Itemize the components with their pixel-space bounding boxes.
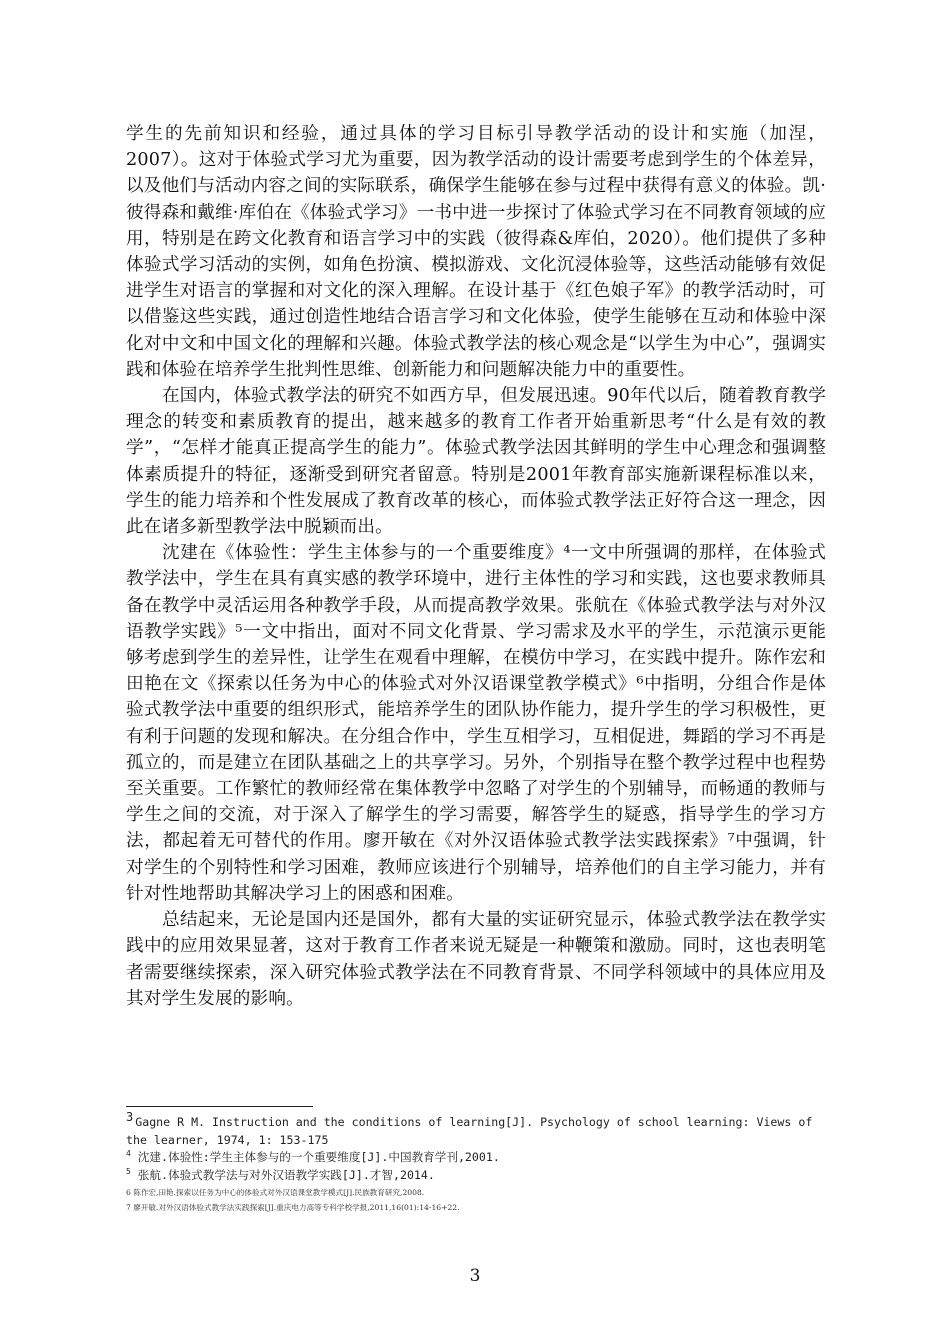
footnote-3-number: 3 — [126, 1110, 134, 1125]
footnote-4-text: 沈建.体验性:学生主体参与的一个重要维度[J].中国教育学刊,2001. — [130, 1150, 500, 1164]
paragraph-3: 沈建在《体验性：学生主体参与的一个重要维度》⁴一文中所强调的那样，在体验式教学法中，学生在具有真实感的教学环境中，进行主体性的学习和实践，这也要求教师具备在教学中灵活运用各种教学手段，从而提高教学效果。张航在《体验式教学法与对外汉语教学实践》⁵一文中指出，面对不同文化背景、学习需求及水平的学生，示范演示更能够考虑到学生的差异性，让学生在观看中理解，在模仿中学习，在实践中提升。陈作宏和田艳在文《探索以任务为中心的体验式对外汉语课堂教学模式》⁶中指明，分组合作是体验式教学法中重要的组织形式，能培养学生的团队协作能力，提升学生的学习积极性，更有利于问题的发现和解决。在分组合作中，学生互相学习，互相促进，舞蹈的学习不再是孤立的，而是建立在团队基础之上的共享学习。另外，个别指导在整个教学过程中也程势至关重要。工作繁忙的教师经常在集体教学中忽略了对学生的个别辅导，而畅通的教师与学生之间的交流，对于深入了解学生的学习需要，解答学生的疑惑，指导学生的学习方法，都起着无可替代的作用。廖开敏在《对外汉语体验式教学法实践探索》⁷中强调，针对学生的个别特性和学习困难，教师应该进行个别辅导，培养他们的自主学习能力，并有针对性地帮助其解决学习上的困惑和困难。 — [126, 543, 826, 904]
footnote-6: 6 陈作宏,田艳.探索以任务为中心的体验式对外汉语课堂教学模式[J].民族教育研究,2008. — [126, 1188, 425, 1197]
paragraph-1: 学生的先前知识和经验，通过具体的学习目标引导教学活动的设计和实施（加涅，2007）。这对于体验式学习尤为重要，因为教学活动的设计需要考虑到学生的个体差异，以及他们与活动内容之间的实际联系，确保学生能够在参与过程中获得有意义的体验。凯·彼得森和戴维·库伯在《体验式学习》一书中进一步探讨了体验式学习在不同教育领域的应用，特别是在跨文化教育和语言学习中的实践（彼得森&库伯，2020）。他们提供了多种体验式学习活动的实例，如角色扮演、模拟游戏、文化沉浸体验等，这些活动能够有效促进学生对语言的掌握和对文化的深入理解。在设计基于《红色娘子军》的教学活动时，可以借鉴这些实践，通过创造性地结合语言学习和文化体验，使学生能够在互动和体验中深化对中文和中国文化的理解和兴趣。体验式教学法的核心观念是“以学生为中心”，强调实践和体验在培养学生批判性思维、创新能力和问题解决能力中的重要性。 — [126, 124, 826, 380]
footnotes — [126, 1110, 826, 1214]
footnote-3-text: Gagne R M. Instruction and the conditions of learning[J]. Psychology of school learning: Views of the learner, 1974, 1: 153-175 — [126, 1115, 813, 1147]
footnote-5-text: 张航.体验式教学法与对外汉语教学实践[J].才智,2014. — [130, 1167, 435, 1182]
footnote-4 — [126, 1149, 826, 1167]
page-number: 3 — [469, 1266, 481, 1286]
footnote-5-number: 5 — [126, 1166, 131, 1176]
footnote-7: 7 廖开敏.对外汉语体验式教学法实践探索[J].重庆电力高等专科学校学报,2011,16(01):14-16+22. — [126, 1203, 460, 1212]
paragraph-4: 总结起来，无论是国内还是国外，都有大量的实证研究显示，体验式教学法在教学实践中的应用效果显著，这对于教育工作者来说无疑是一种鞭策和激励。同时，这也表明笔者需要继续探索，深入研究体验式教学法在不同教育背景、不同学科领域中的具体应用及其对学生发展的影响。 — [126, 910, 826, 1009]
body-text — [126, 121, 826, 1012]
footnote-separator — [126, 1106, 313, 1107]
footnote-5 — [126, 1167, 826, 1185]
paragraph-2: 在国内，体验式教学法的研究不如西方早，但发展迅速。90年代以后，随着教育教学理念的转变和素质教育的提出，越来越多的教育工作者开始重新思考“什么是有效的教学”，“怎样才能真正提高学生的能力”。体验式教学法因其鲜明的学生中心理念和强调整体素质提升的特征，逐渐受到研究者留意。特别是2001年教育部实施新课程标准以来，学生的能力培养和个性发展成了教育改革的核心，而体验式教学法正好符合这一理念，因此在诸多新型教学法中脱颖而出。 — [126, 386, 826, 538]
footnote-4-number: 4 — [126, 1149, 131, 1159]
footnote-3 — [126, 1110, 826, 1149]
